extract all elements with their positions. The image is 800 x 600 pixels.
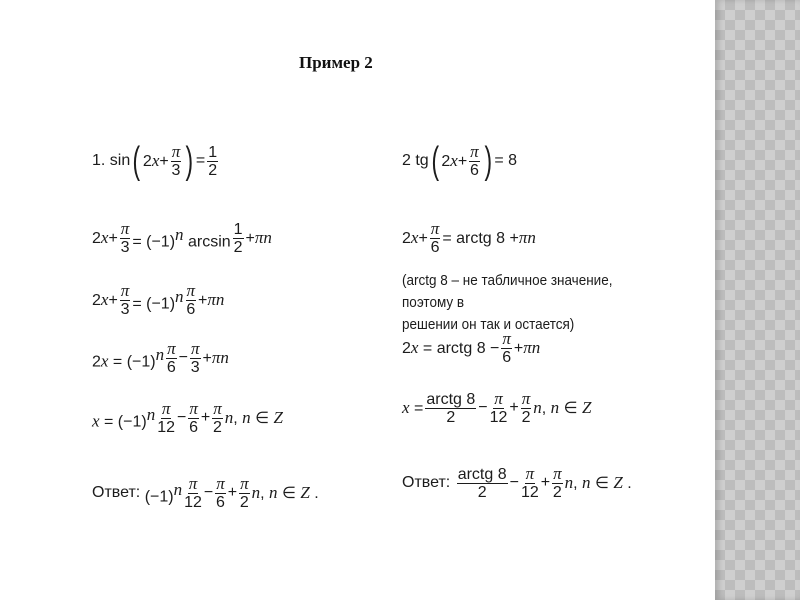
right-answer: Ответ: $\frac{\text{arctg 8}}{2}$ − $\frac{\pi}{12}$ + $\frac{\pi}{2}$ n, n ∈ Z . <box>402 464 632 501</box>
left-equation-4: $2x = (-1)^n$ $\frac{\pi}{6}$ − $\frac{\pi}{3}$ +πn <box>92 339 229 376</box>
right-equation-4: x = $\frac{\text{arctg 8}}{2}$ − $\frac{\pi}{12}$ + $\frac{\pi}{2}$ n, n ∈ Z <box>402 389 592 426</box>
right-answer-label: Ответ: <box>402 474 451 491</box>
decorative-side-strip <box>715 0 800 600</box>
left-equation-3: 2x+ $\frac{\pi}{3}$ = $(-1)^n$ $\frac{\pi}{6}$ +πn <box>92 281 225 318</box>
left-answer: Ответ: $(-1)^n$ $\frac{\pi}{12}$ − $\frac{\pi}{6}$ + $\frac{\pi}{2}$ n, n ∈ Z . <box>92 474 319 511</box>
right-equation-3: 2x = arctg 8 − $\frac{\pi}{6}$ +πn <box>402 329 541 366</box>
slide-title: Пример 2 <box>299 53 373 72</box>
right-item-number: 2 <box>402 152 411 169</box>
left-item-number: 1. <box>92 152 106 169</box>
left-equation-1: 1. sin ( 2x+ $\frac{\pi}{3}$ ) = $\frac{1}{2}$ <box>92 140 218 182</box>
right-equation-1: 2 tg ( 2x+ $\frac{\pi}{6}$ ) = 8 <box>402 140 518 182</box>
right-note-line-2: решении он так и остается) <box>402 316 575 333</box>
left-answer-label: Ответ: <box>92 484 141 501</box>
right-equation-2: 2x+ $\frac{\pi}{6}$ = arctg 8 +πn <box>402 219 536 256</box>
left-equation-5: $x = (-1)^n$ $\frac{\pi}{12}$ − $\frac{\pi}{6}$ + $\frac{\pi}{2}$ n, n ∈ Z <box>92 399 283 436</box>
right-note-line-1: (arctg 8 – не табличное значение, поэтому в <box>402 272 613 311</box>
left-equation-2: 2x+ $\frac{\pi}{3}$ = $(-1)^n$ arcsin $\frac{1}{2}$ +πn <box>92 219 272 256</box>
right-note <box>402 270 636 336</box>
